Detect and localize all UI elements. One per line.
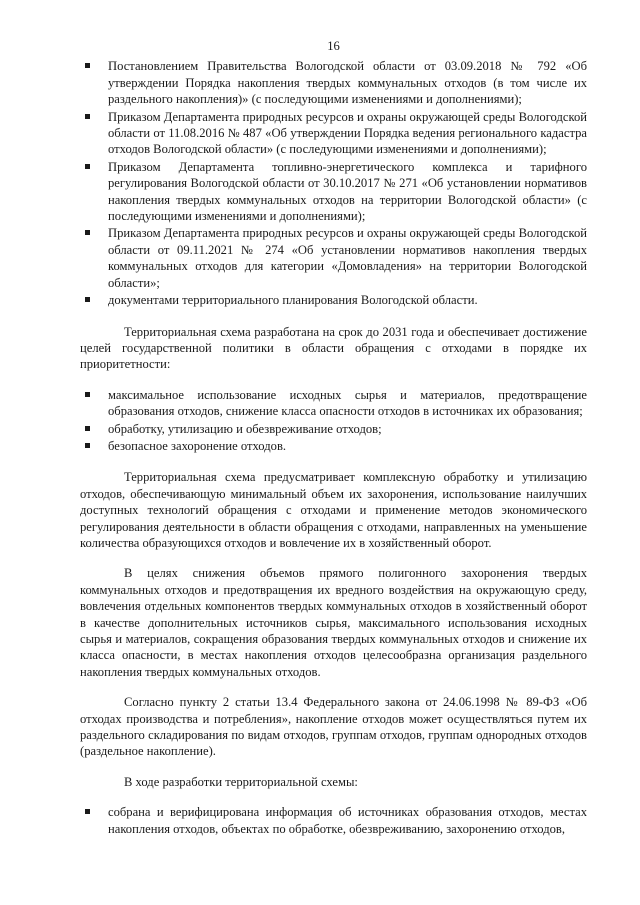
development-list (80, 804, 587, 837)
list-item: Приказом Департамента топливно-энергетического комплекса и тарифного регулирования Вологодской области от 30.10.2017 № 271 «Об установлении нормативов накопления твердых коммунальных отходов на территории Вологодской области» (с последующими изменениями и дополнениями); (80, 159, 587, 225)
list-item: максимальное использование исходных сырья и материалов, предотвращение образования отходов, снижение класса опасности отходов в источниках их образования; (80, 387, 587, 420)
list-item: собрана и верифицирована информация об источниках образования отходов, местах накопления отходов, объектах по обработке, обезвреживанию, захоронению отходов, (80, 804, 587, 837)
regulations-list (80, 58, 587, 308)
page-number: 16 (327, 39, 340, 53)
list-item: Приказом Департамента природных ресурсов и охраны окружающей среды Вологодской области от 09.11.2021 № 274 «Об установлении нормативов накопления твердых коммунальных отходов для категории «Домовладения» на территории Вологодской области»; (80, 225, 587, 291)
paragraph-complex-processing: Территориальная схема предусматривает комплексную обработку и утилизацию отходов, обеспечивающую минимальный объем их захоронения, использование наилучших доступных технологий обращения с отходами и применение методов экономического регулирования деятельности в области обращения с отходами, направленных на уменьшение количества образующихся отходов и вовлечение их в хозяйственный оборот. (80, 470, 587, 550)
list-item: документами территориального планирования Вологодской области. (80, 292, 587, 308)
list-item: обработку, утилизацию и обезвреживание отходов; (80, 421, 587, 437)
list-item: Приказом Департамента природных ресурсов и охраны окружающей среды Вологодской области от 11.08.2016 № 487 «Об утверждении Порядка ведения регионального кадастра отходов Вологодской области» (с последующими изменениями и дополнениями); (80, 109, 587, 158)
list-item: Постановлением Правительства Вологодской области от 03.09.2018 № 792 «Об утверждении Порядка накопления твердых коммунальных отходов (в том числе их раздельного накопления)» (с последующими изменениями и дополнениями); (80, 58, 587, 107)
paragraph-scheme-term: Территориальная схема разработана на срок до 2031 года и обеспечивает достижение целей государственной политики в области обращения с отходами в порядке их приоритетности: (80, 324, 587, 372)
paragraph-development: В ходе разработки территориальной схемы: (124, 774, 358, 789)
priorities-list (80, 387, 587, 455)
paragraph-separate-collection: В целях снижения объемов прямого полигонного захоронения твердых коммунальных отходов и предотвращения их вредного воздействия на окружающую среду, вовлечения отдельных компонентов твердых коммунальных отходов в хозяйственный оборот в качестве дополнительных источников сырья, максимального использования исходных сырья и материалов, сокращения образования твердых коммунальных отходов и снижение их класса опасности, в местах накопления отходов целесообразна организация раздельного накопления твердых коммунальных отходов. (80, 566, 587, 679)
list-item: безопасное захоронение отходов. (80, 438, 587, 454)
paragraph-federal-law: Согласно пункту 2 статьи 13.4 Федерального закона от 24.06.1998 № 89-ФЗ «Об отходах производства и потребления», накопление отходов может осуществляться путем их раздельного складирования по видам отходов, группам отходов, группам однородных отходов (раздельное накопление). (80, 695, 587, 759)
